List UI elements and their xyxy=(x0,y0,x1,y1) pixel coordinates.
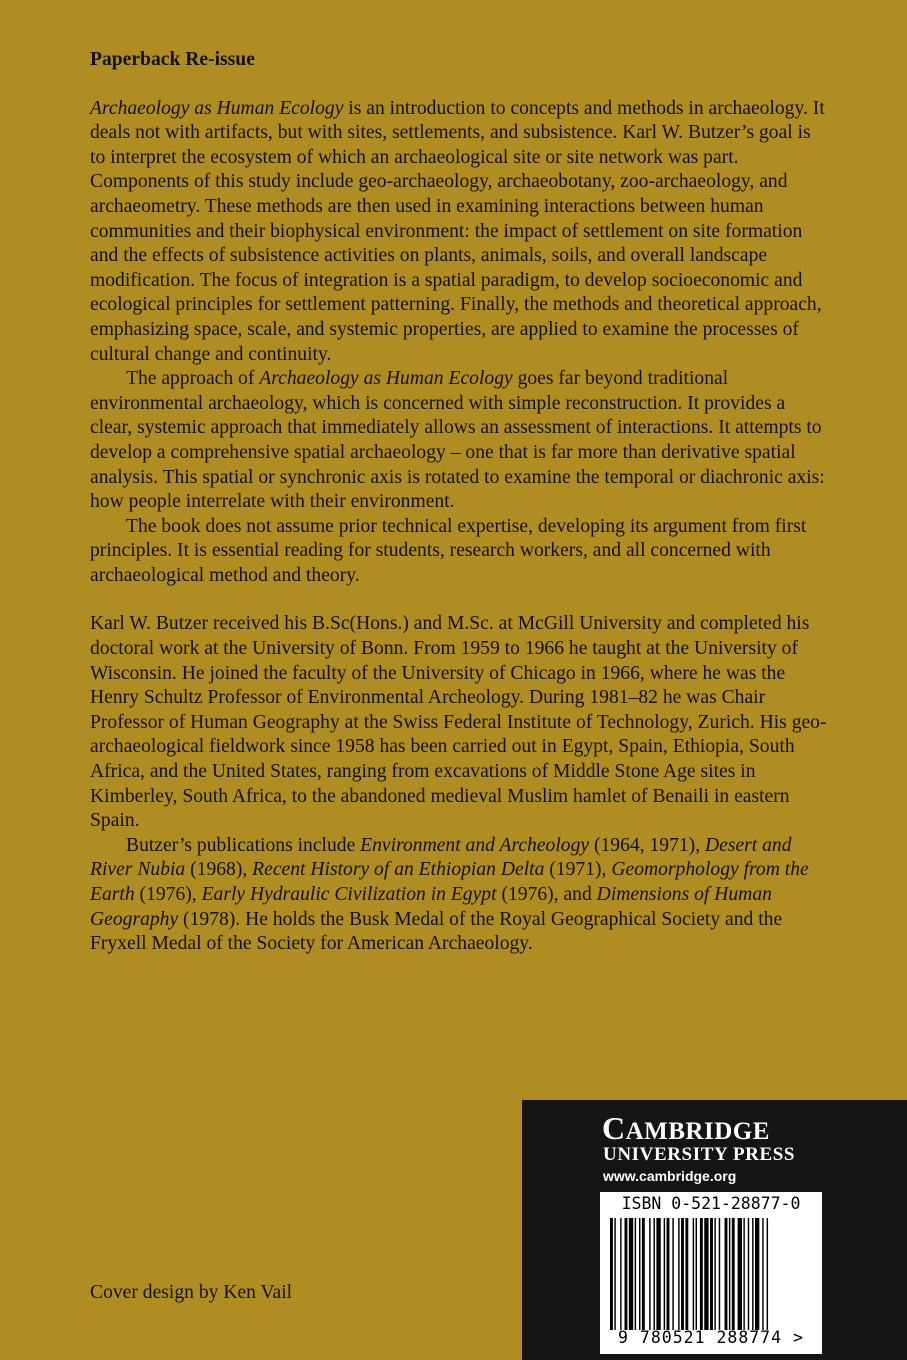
publication-title: Geomorphology from the Earth xyxy=(90,859,809,905)
barcode-bar xyxy=(743,1218,744,1330)
barcode-bar xyxy=(704,1218,708,1330)
barcode-bar xyxy=(649,1218,650,1330)
description-paragraph-3: The book does not assume prior technical expertise, developing its argument from first principles. It is essential reading for students, research workers, and all concerned with archaeological method and theory. xyxy=(90,515,807,586)
barcode-bar xyxy=(693,1218,694,1330)
publication-title: Environment and Archeology xyxy=(360,834,590,856)
barcode-bar xyxy=(729,1218,730,1330)
publications-paragraph: Butzer’s publications include Environment and Archeology (1964, 1971), Desert and River Nubia (1968), Recent History of an Ethiopian Delta (1971), Geomorphology from the Earth (1976), Early Hydraulic Civilization in Egypt (1976), and Dimensions of Human Geography (1978). He holds the Busk Medal of the Royal Geographical Society and the Fryxell Medal of the Society for American Archaeology. xyxy=(90,834,809,955)
barcode-bar xyxy=(654,1218,655,1330)
barcode-bar xyxy=(738,1218,742,1330)
description-paragraph-1: Archaeology as Human Ecology is an introduction to concepts and methods in archaeology. It deals not with artifacts, but with sites, settlements, and subsistence. Karl W. Butzer’s goal is to interpret the ecosystem of which an archaeological site or site network was part. Components of this study include geo-archaeology, archaeobotany, zoo-archaeology, and archaeometry. These methods are then used in examining interactions between human communities and their biophysical environment: the impact of settlement on site formation and the effects of subsistence activities on plants, animals, soils, and overall landscape modification. The focus of integration is a spatial paradigm, to develop socioeconomic and ecological principles for settlement patterning. Finally, the methods and theoretical approach, emphasizing space, scale, and systemic properties, are applied to examine the processes of cultural change and continuity. xyxy=(90,97,825,365)
barcode-panel xyxy=(600,1192,822,1354)
back-cover-text xyxy=(90,48,830,957)
author-bio-paragraph: Karl W. Butzer received his B.Sc(Hons.) and M.Sc. at McGill University and completed his doctoral work at the University of Bonn. From 1959 to 1966 he taught at the University of Wisconsin. He joined the faculty of the University of Chicago in 1966, where he was the Henry Schultz Professor of Environmental Archeology. During 1981–82 he was Chair Professor of Human Geography at the Swiss Federal Institute of Technology, Zurich. His geo-archaeological fieldwork since 1958 has been carried out in Egypt, Spain, Ethiopia, South Africa, and the United States, ranging from excavations of Middle Stone Age sites in Kimberley, South Africa, to the abandoned medieval Muslim hamlet of Benaili in eastern Spain. xyxy=(90,613,827,832)
publisher-press-label: UNIVERSITY PRESS xyxy=(603,1144,796,1165)
barcode-bar xyxy=(664,1218,665,1330)
isbn-label: ISBN 0-521-28877-0 xyxy=(621,1194,801,1213)
barcode-bar xyxy=(685,1218,688,1330)
barcode-bar xyxy=(610,1218,613,1330)
section-heading: Paperback Re-issue xyxy=(90,49,255,70)
barcode-bar xyxy=(752,1218,753,1330)
barcode-bar xyxy=(667,1218,670,1330)
barcode-bar xyxy=(672,1218,673,1330)
barcode-bar xyxy=(725,1218,728,1330)
barcode-bar xyxy=(767,1218,768,1330)
publication-title: Desert and River Nubia xyxy=(90,834,792,881)
barcode-bar xyxy=(620,1218,621,1330)
publisher-url: www.cambridge.org xyxy=(603,1168,737,1184)
barcode-bar xyxy=(681,1218,684,1330)
book-title: Archaeology as Human Ecology xyxy=(90,97,344,119)
barcode-bar xyxy=(700,1218,703,1330)
barcode-bar xyxy=(748,1218,749,1330)
barcode-bar xyxy=(614,1218,615,1330)
cover-design-credit: Cover design by Ken Vail xyxy=(90,1282,293,1303)
barcode-bar xyxy=(639,1218,640,1330)
barcode-bar xyxy=(719,1218,720,1330)
barcode-bar xyxy=(629,1218,633,1330)
publication-title: Early Hydraulic Civilization in Egypt xyxy=(201,884,497,905)
description-paragraph-2: The approach of Archaeology as Human Ecology goes far beyond traditional environmental archaeology, which is concerned with simple reconstruction. It provides a clear, systemic approach that immediately allows an assessment of interactions. It attempts to develop a comprehensive spatial archaeology – one that is far more than derivative spatial analysis. This spatial or synchronic axis is rotated to examine the temporal or diachronic axis: how people interrelate with their environment. xyxy=(90,368,825,513)
barcode-bar xyxy=(762,1218,763,1330)
barcode-bar xyxy=(710,1218,713,1330)
barcode-bar xyxy=(755,1218,759,1330)
book-title: Archaeology as Human Ecology xyxy=(259,368,513,390)
barcode-bar xyxy=(714,1218,715,1330)
barcode-bar xyxy=(635,1218,636,1330)
barcode-icon xyxy=(610,1218,810,1330)
barcode-bar xyxy=(642,1218,645,1330)
publication-title: Dimensions of Human Geography xyxy=(90,884,772,930)
barcode-bar xyxy=(678,1218,679,1330)
publisher-logo-name: CAMBRIDGE xyxy=(602,1110,770,1146)
barcode-bar xyxy=(625,1218,628,1330)
barcode-bar xyxy=(696,1218,697,1330)
publisher-panel xyxy=(522,1100,907,1360)
publication-title: Recent History of an Ethiopian Delta xyxy=(252,859,545,881)
barcode-bar xyxy=(732,1218,735,1330)
ean-number: 9 780521 288774 > xyxy=(618,1328,804,1347)
barcode-bar xyxy=(656,1218,660,1330)
